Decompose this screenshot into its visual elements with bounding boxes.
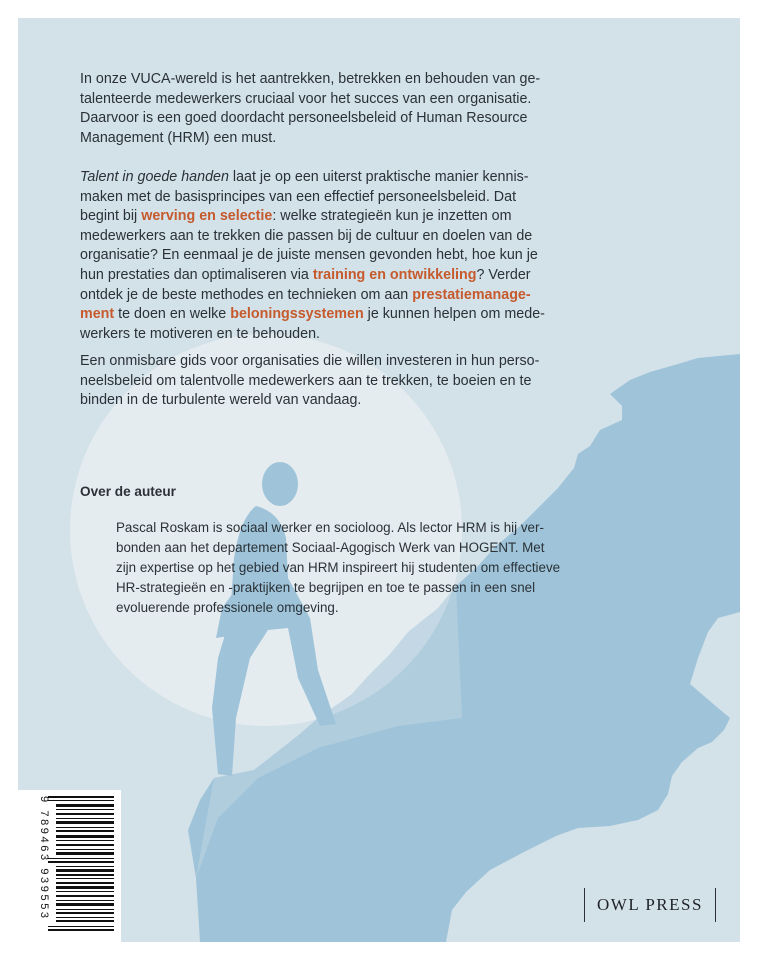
summary-line: maken met de basisprincipes van een effectief personeelsbeleid. Dat [80, 188, 517, 205]
intro-paragraph [80, 70, 580, 148]
summary-text: begint bij [80, 208, 142, 225]
summary-line: organisatie? En eenmaal je de juiste mensen gevonden hebt, hoe kun je [80, 247, 538, 264]
publisher-name: OWL PRESS [597, 895, 703, 914]
author-line: bonden aan het departement Sociaal-Agogisch Werk van HOGENT. Met [116, 540, 545, 555]
publisher-logo [584, 888, 716, 922]
barcode-bars [18, 790, 121, 942]
book-title: Talent in goede handen [80, 169, 229, 185]
summary-text: ? Verder [476, 266, 531, 283]
highlight-prestatie-end: ment [80, 306, 115, 323]
highlight-beloning: beloningssystemen [230, 306, 364, 323]
summary-text: te doen en welke [114, 306, 231, 323]
summary-paragraph [80, 168, 580, 344]
summary-line [80, 266, 580, 286]
author-bio [116, 518, 578, 618]
closing-line: binden in de turbulente wereld van vandaag. [80, 392, 362, 409]
summary-line [80, 305, 580, 325]
author-line: Pascal Roskam is sociaal werker en socioloog. Als lector HRM is hij ver- [116, 520, 544, 535]
closing-line: neelsbeleid om talentvolle medewerkers aan te trekken, te boeien en te [80, 372, 532, 389]
barcode [18, 790, 121, 942]
intro-line: In onze VUCA-wereld is het aantrekken, betrekken en behouden van ge- [80, 71, 541, 87]
intro-line: Management (HRM) een must. [80, 129, 277, 146]
author-line: zijn expertise op het gebied van HRM inspireert hij studenten om effectieve [116, 560, 561, 575]
highlight-werving: werving en selectie [141, 208, 273, 225]
intro-line: Daarvoor is een goed doordacht personeelsbeleid of Human Resource [80, 110, 528, 127]
highlight-training: training en ontwikkeling [312, 266, 477, 283]
summary-line: medewerkers aan te trekken die passen bij de cultuur en doelen van de [80, 227, 533, 244]
closing-paragraph [80, 352, 580, 411]
author-line: evoluerende professionele omgeving. [116, 600, 339, 615]
closing-line: Een onmisbare gids voor organisaties die willen investeren in hun perso- [80, 353, 540, 369]
summary-text: : welke strategieën kun je inzetten om [272, 208, 512, 225]
summary-text: hun prestaties dan optimaliseren via [80, 266, 313, 283]
summary-text: laat je op een uiterst praktische manier kennis- [228, 169, 529, 185]
summary-line [80, 168, 580, 188]
summary-line: werkers te motiveren en te behouden. [80, 325, 321, 342]
intro-line: talenteerde medewerkers cruciaal voor het succes van een organisatie. [80, 90, 532, 107]
summary-text: je kunnen helpen om mede- [363, 306, 545, 323]
author-line: HR-strategieën en -praktijken te begrijpen en toe te passen in een snel [116, 580, 536, 595]
author-heading: Over de auteur [80, 484, 176, 499]
summary-line [80, 207, 580, 227]
cover-background [18, 18, 740, 942]
cover-illustration [18, 18, 740, 942]
barcode-digits: 9 789463 939553 [38, 796, 50, 921]
summary-line [80, 286, 580, 306]
highlight-prestatie: prestatiemanage- [412, 286, 531, 303]
summary-text: ontdek je de beste methodes en technieken om aan [80, 286, 413, 303]
